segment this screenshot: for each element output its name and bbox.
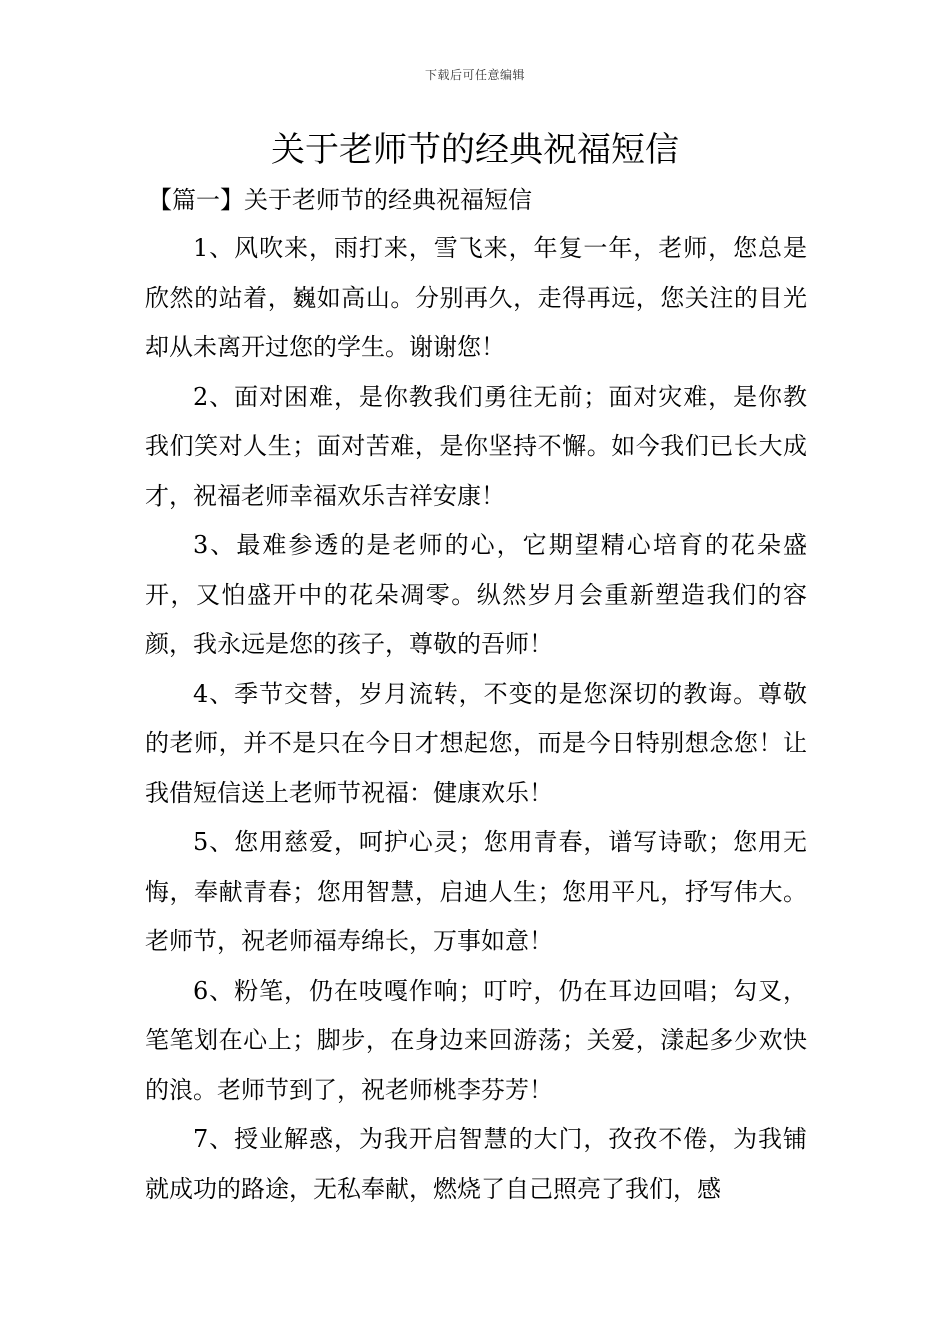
- paragraph-2: 2、面对困难，是你教我们勇往无前；面对灾难，是你教我们笑对人生；面对苦难，是你坚持不懈。如今我们已长大成才，祝福老师幸福欢乐吉祥安康！: [145, 382, 807, 510]
- paragraph-4: 4、季节交替，岁月流转，不变的是您深切的教诲。尊敬的老师，并不是只在今日才想起您，而是今日特别想念您！让我借短信送上老师节祝福：健康欢乐！: [145, 679, 807, 807]
- paragraph-6: 6、粉笔，仍在吱嘎作响；叮咛，仍在耳边回唱；勾叉，笔笔划在心上；脚步，在身边来回游荡；关爱，漾起多少欢快的浪。老师节到了，祝老师桃李芬芳！: [145, 976, 807, 1104]
- document-body: [145, 224, 807, 1214]
- header-note: 下载后可任意编辑: [424, 68, 525, 82]
- paragraph-3: 3、最难参透的是老师的心，它期望精心培育的花朵盛开，又怕盛开中的花朵凋零。纵然岁月会重新塑造我们的容颜，我永远是您的孩子，尊敬的吾师！: [145, 531, 807, 658]
- document-title: 关于老师节的经典祝福短信: [271, 130, 679, 170]
- section-heading: 【篇一】关于老师节的经典祝福短信: [148, 186, 532, 214]
- paragraph-5: 5、您用慈爱，呵护心灵；您用青春，谱写诗歌；您用无悔，奉献青春；您用智慧，启迪人生；您用平凡，抒写伟大。老师节，祝老师福寿绵长，万事如意！: [145, 828, 807, 955]
- paragraph-1: 1、风吹来，雨打来，雪飞来，年复一年，老师，您总是欣然的站着，巍如高山。分别再久，走得再远，您关注的目光却从未离开过您的学生。谢谢您！: [145, 234, 807, 361]
- paragraph-7: 7、授业解惑，为我开启智慧的大门，孜孜不倦，为我铺就成功的路途，无私奉献，燃烧了自己照亮了我们，感: [145, 1125, 807, 1203]
